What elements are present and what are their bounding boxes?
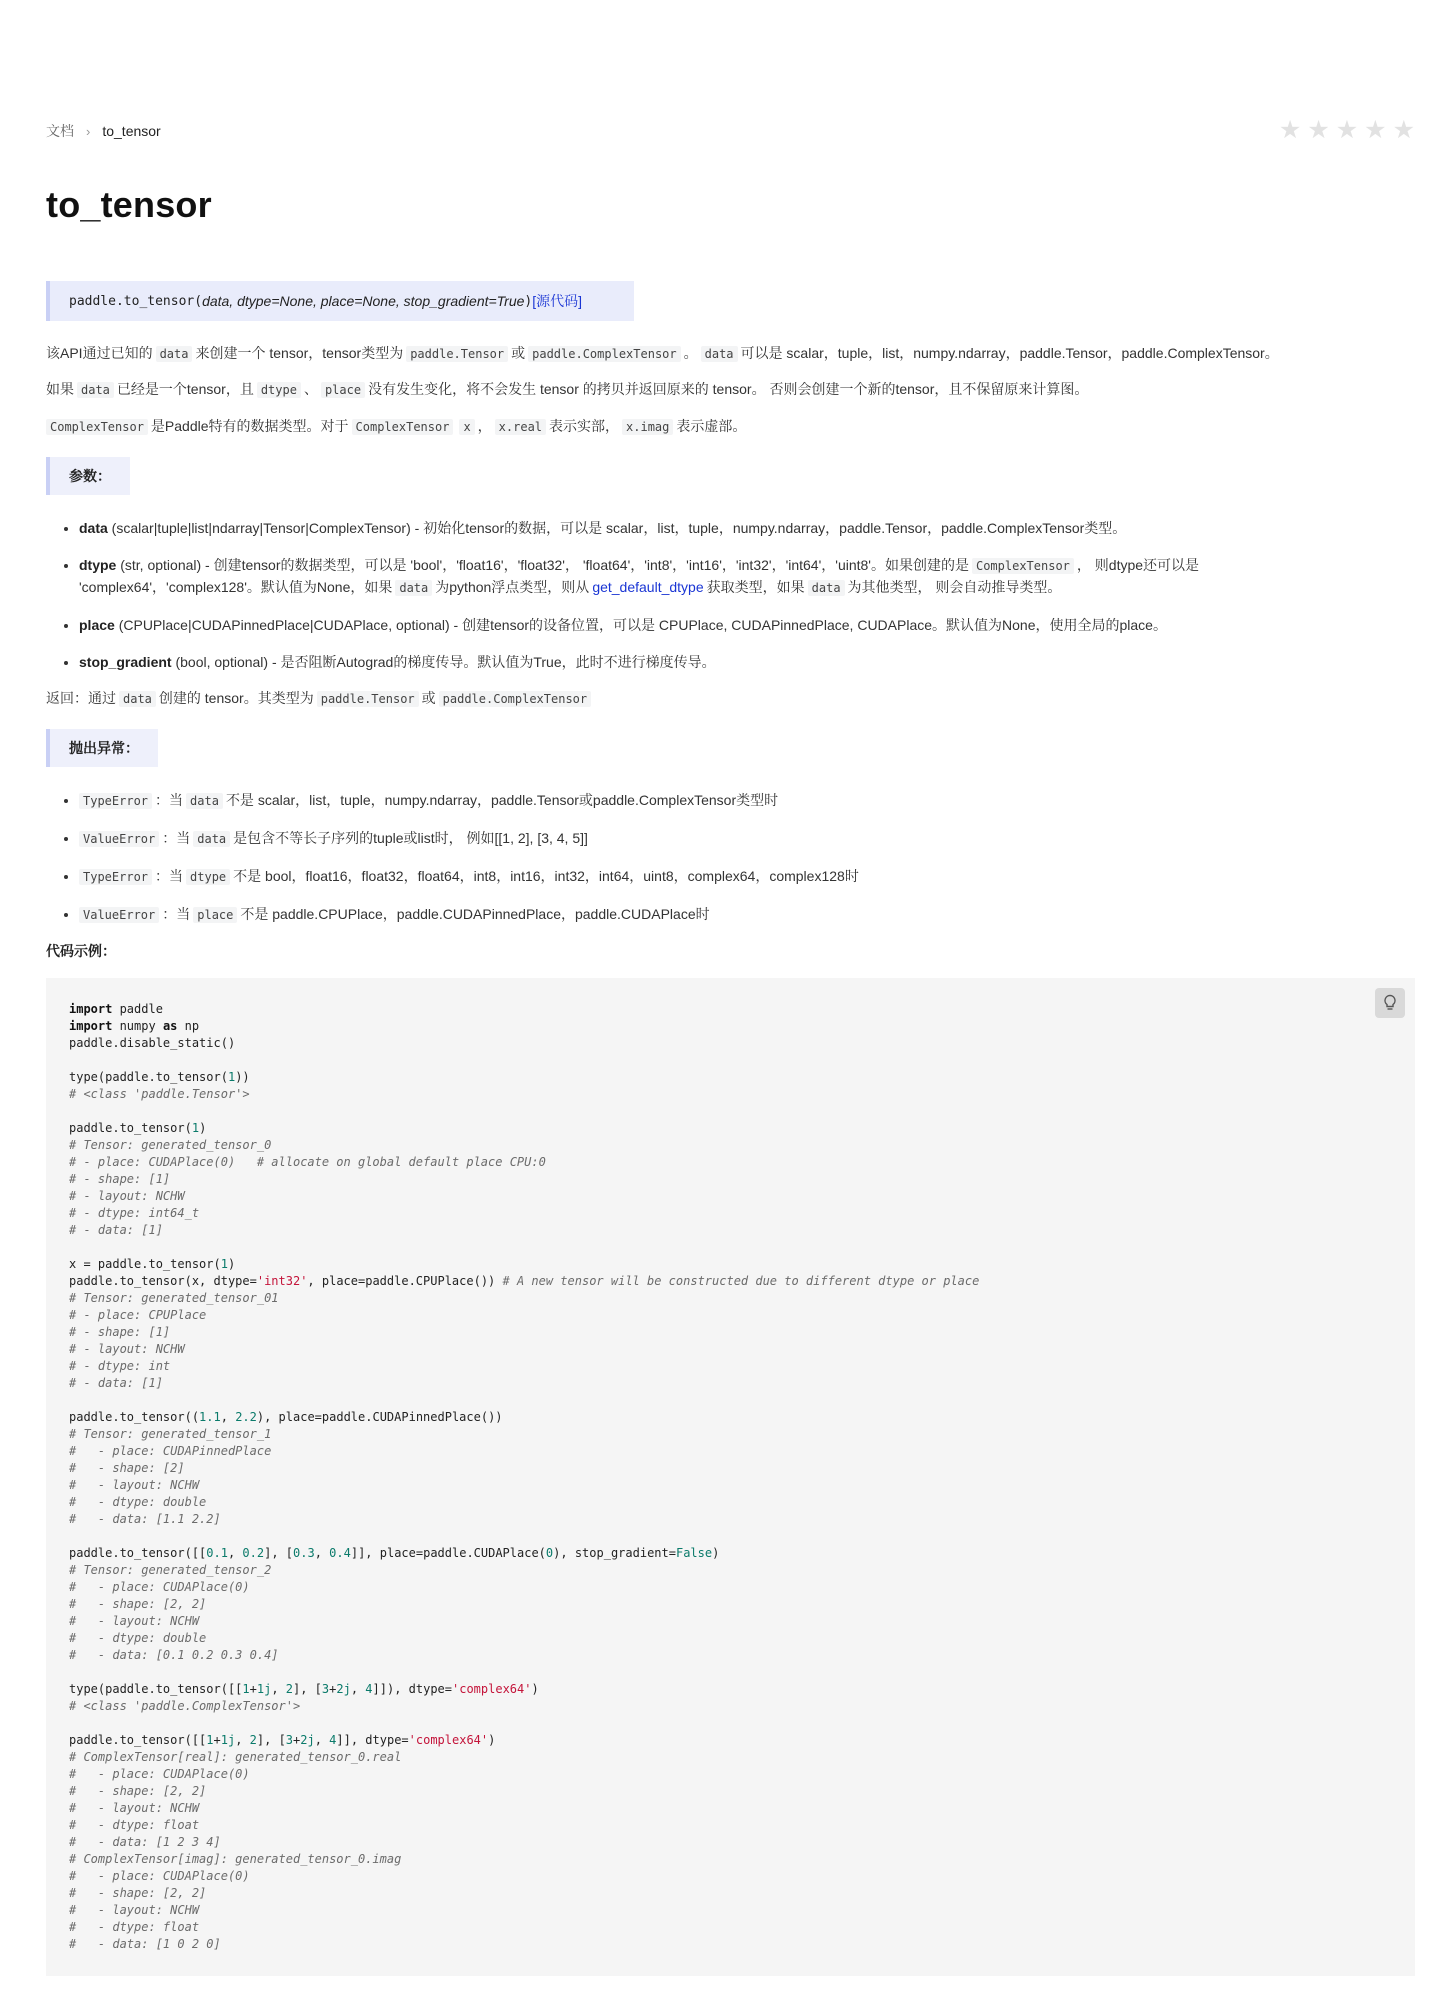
inline-code: x [459,419,474,435]
text: 如果 [46,381,74,397]
text: ：当 [155,868,184,884]
param-name: place [79,617,115,633]
breadcrumb-root[interactable]: 文档 [46,123,74,139]
inline-code: ComplexTensor [46,419,148,435]
param-desc: (bool, optional) - 是否阻断Autograd的梯度传导。默认值为True，此时不进行梯度传导。 [171,654,716,670]
text: 没有发生变化，将不会发生 tensor 的拷贝并返回原来的 tensor。 否则会创建一个新的tensor，且不保留原来计算图。 [368,381,1089,397]
param-name: data [79,520,108,536]
text: ：当 [162,830,191,846]
raise-item [79,790,1346,812]
inline-code: place [321,382,365,398]
inline-code: data [193,831,230,847]
signature-prefix: paddle.to_tensor( [69,293,203,309]
params-heading [46,457,130,495]
inline-code: data [186,793,223,809]
param-item [79,518,1346,539]
text: ， [477,418,492,434]
param-desc: (CPUPlace|CUDAPinnedPlace|CUDAPlace, optional) - 创建tensor的设备位置，可以是 CPUPlace, CUDAPinnedPlace, CUDAPlace。默认值为None，使用全局的place。 [114,617,1167,633]
text: 已经是一个tensor，且 [116,381,254,397]
error-type: TypeError [79,869,152,885]
text: 、 [303,381,318,397]
text: 该API通过已知的 [46,345,153,361]
intro-paragraph-2 [46,379,1088,400]
inline-code: ComplexTensor [352,419,454,435]
param-name: dtype [79,557,117,573]
inline-code: x.real [495,419,546,435]
inline-code: data [808,580,845,596]
error-type: ValueError [79,831,159,847]
inline-code: data [701,346,738,362]
param-desc: 为python浮点类型，则从 [435,579,590,595]
inline-code: data [77,382,114,398]
inline-code: paddle.ComplexTensor [439,691,592,707]
intro-paragraph-3 [46,416,746,437]
param-desc: ， 则dtype还可以是 [1076,557,1200,573]
text: 。 [683,345,698,361]
raise-item [79,904,1346,926]
param-item [79,555,1346,599]
inline-code: data [395,580,432,596]
inline-code: dtype [186,869,230,885]
text: 或 [511,345,526,361]
api-signature [46,281,634,321]
param-name: stop_gradient [79,654,172,670]
signature-suffix: ) [524,293,533,309]
text: 来创建一个 tensor，tensor类型为 [195,345,404,361]
heading-label: 参数： [69,468,111,484]
breadcrumb [46,121,161,141]
text: 或 [421,690,436,706]
text: 不是 bool，float16，float32，float64，int8，int16，int32，int64，uint8，complex64，complex128时 [233,868,859,884]
raise-item [79,828,1346,850]
text: 是Paddle特有的数据类型。对于 [150,418,349,434]
inline-code: paddle.Tensor [317,691,419,707]
text: 是包含不等长子序列的tuple或list时， 例如[[1, 2], [3, 4, 5]] [233,830,588,846]
raises-list [46,790,1346,926]
text: 不是 scalar，list，tuple，numpy.ndarray，paddle.Tensor或paddle.ComplexTensor类型时 [225,792,779,808]
rating-stars[interactable] [1279,118,1415,142]
signature-params: data, dtype=None, place=None, stop_gradient=True [202,293,525,309]
get-default-dtype-link[interactable]: get_default_dtype [592,579,704,595]
star-icon[interactable]: ★ [1364,116,1387,144]
chevron-right-icon: › [86,123,91,139]
heading-label: 抛出异常： [69,740,139,756]
inline-code: x.imag [622,419,673,435]
inline-code: data [119,691,156,707]
param-desc: 获取类型，如果 [706,579,805,595]
inline-code: paddle.Tensor [406,346,508,362]
text: 表示实部， [549,418,620,434]
text: 创建的 tensor。其类型为 [158,690,314,706]
inline-code: data [156,346,193,362]
error-type: ValueError [79,907,159,923]
error-type: TypeError [79,793,152,809]
param-desc: 'complex64'，'complex128'。默认值为None，如果 [79,579,393,595]
param-desc: (scalar|tuple|list|ndarray|Tensor|ComplexTensor) - 初始化tensor的数据，可以是 scalar，list，tuple，numpy.ndarray，paddle.Tensor，paddle.ComplexTensor类型。 [107,520,1127,536]
breadcrumb-current: to_tensor [102,123,161,139]
code-content: import paddle import numpy as np paddle.disable_static() type(paddle.to_tensor(1)) # <class 'paddle.Tensor'> paddle.to_tensor(1) # Tensor: generated_tensor_0 # - place: CUDAPlace(0) # allocate on global default place CPU:0 # - shape: [1] # - layout: NCHW # - dtype: int64_t # - data: [1] x = paddle.to_tensor(1) paddle.to_tensor(x, dtype='int32', place=paddle.CPUPlace()) # A new tensor will be constructed due to different dtype or place # Tensor: generated_tensor_01 # - place: CPUPlace # - shape: [1] # - layout: NCHW # - dtype: int # - data: [1] paddle.to_tensor((1.1, 2.2), place=paddle.CUDAPinnedPlace()) # Tensor: generated_tensor_1 # - place: CUDAPinnedPlace # - shape: [2] # - layout: NCHW # - dtype: double # - data: [1.1 2.2] paddle.to_tensor([[0.1, 0.2], [0.3, 0.4]], place=paddle.CUDAPlace(0), stop_gradient=False) # Tensor: generated_tensor_2 # - place: CUDAPlace(0) # - shape: [2, 2] # - layout: NCHW # - dtype: double # - data: [0.1 0.2 0.3 0.4] type(paddle.to_tensor([[1+1j, 2], [3+2j, 4]]), dtype='complex64') # <class 'paddle.ComplexTensor'> paddle.to_tensor([[1+1j, 2], [3+2j, 4]], dtype='complex64') # ComplexTensor[real]: generated_tensor_0.real # - place: CUDAPlace(0) # - shape: [2, 2] # - layout: NCHW # - dtype: float # - data: [1 2 3 4] # ComplexTensor[imag]: generated_tensor_0.imag # - place: CUDAPlace(0) # - shape: [2, 2] # - layout: NCHW # - dtype: float # - data: [1 0 2 0] [69,1002,980,1951]
text: ：当 [162,906,191,922]
example-heading: 代码示例： [46,943,116,959]
inline-code: paddle.ComplexTensor [528,346,681,362]
returns-paragraph [46,688,594,709]
inline-code: ComplexTensor [972,558,1074,574]
inline-code: place [193,907,237,923]
lightbulb-icon[interactable] [1375,988,1405,1018]
param-item [79,615,1346,636]
raise-item [79,866,1346,888]
star-icon[interactable]: ★ [1278,116,1302,144]
star-icon[interactable]: ★ [1335,116,1359,144]
star-icon[interactable]: ★ [1307,116,1330,144]
param-desc: 为其他类型， 则会自动推导类型。 [847,579,1062,595]
param-item [79,652,1346,673]
text: 返回：通过 [46,690,116,706]
code-example[interactable] [46,978,1415,1976]
text: 不是 paddle.CPUPlace，paddle.CUDAPinnedPlace，paddle.CUDAPlace时 [240,906,710,922]
intro-paragraph-1 [46,343,1279,364]
text: ：当 [155,792,184,808]
params-list [46,518,1346,673]
star-icon[interactable]: ★ [1392,116,1415,144]
source-code-link[interactable]: [源代码] [532,293,583,309]
text: 表示虚部。 [676,418,747,434]
page-title: to_tensor [46,184,212,225]
param-desc: (str, optional) - 创建tensor的数据类型，可以是 'bool'，'float16'，'float32'， 'float64'，'int8'，'int16'，'int32'，'int64'，'uint8'。如果创建的是 [116,557,969,573]
inline-code: dtype [257,382,301,398]
raises-heading [46,729,158,767]
text: 可以是 scalar，tuple，list，numpy.ndarray，paddle.Tensor，paddle.ComplexTensor。 [740,345,1279,361]
